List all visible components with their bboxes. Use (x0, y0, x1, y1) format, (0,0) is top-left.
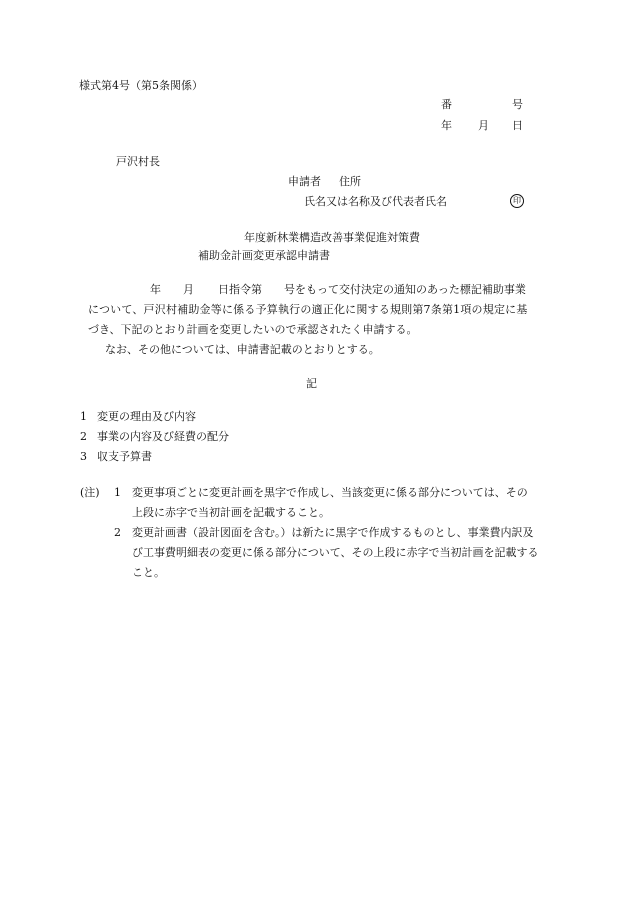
body-line1-rest: 日指令第 号をもって交付決定の通知のあった標記補助事業 (218, 283, 526, 296)
notes-label: (注) (80, 486, 100, 499)
document-title-line1: 年度新林業構造改善事業促進対策費 (244, 231, 420, 244)
list-item-text: 事業の内容及び経費の配分 (97, 430, 229, 443)
list-item-number: 2 (80, 430, 87, 443)
list-item-number: 1 (80, 410, 87, 423)
note-1-line2: 上段に赤字で当初計画を記載すること。 (132, 506, 330, 519)
list-item-text: 収支予算書 (97, 450, 152, 463)
applicant-name-label: 氏名又は名称及び代表者氏名 (304, 195, 447, 208)
note-2-line3: こと。 (132, 566, 165, 579)
list-item-text: 変更の理由及び内容 (97, 410, 196, 423)
body-line3: づき、下記のとおり計画を変更したいので承認されたく申請する。 (88, 323, 418, 336)
date-year: 年 (441, 119, 452, 132)
applicant-address-label: 住所 (339, 175, 361, 188)
note-1-number: 1 (114, 486, 121, 499)
document-title-line2: 補助金計画変更承認申請書 (198, 249, 330, 262)
ki-heading: 記 (306, 377, 317, 390)
body-line4: なお、その他については、申請書記載のとおりとする。 (105, 343, 380, 356)
date-day: 日 (512, 119, 523, 132)
body-year: 年 (150, 283, 161, 296)
list-item-number: 3 (80, 450, 87, 463)
body-line2: について、戸沢村補助金等に係る予算執行の適正化に関する規則第7条第1項の規定に基 (88, 303, 528, 316)
note-2-number: 2 (114, 526, 121, 539)
note-1-line1: 変更事項ごとに変更計画を黒字で作成し、当該変更に係る部分については、その (132, 486, 528, 499)
note-2-line2: び工事費明細表の変更に係る部分について、その上段に赤字で当初計画を記載する (132, 546, 539, 559)
date-month: 月 (478, 119, 489, 132)
body-month: 月 (183, 283, 194, 296)
form-number-label: 様式第4号（第5条関係） (79, 79, 203, 92)
seal-mark: 印 (510, 194, 524, 208)
document-number-label: 番 (441, 98, 452, 111)
document-number-suffix: 号 (512, 98, 523, 111)
note-2-line1: 変更計画書（設計図面を含む。）は新たに黒字で作成するものとし、事業費内訳及 (132, 526, 534, 539)
applicant-label: 申請者 (288, 175, 321, 188)
addressee: 戸沢村長 (116, 155, 160, 168)
